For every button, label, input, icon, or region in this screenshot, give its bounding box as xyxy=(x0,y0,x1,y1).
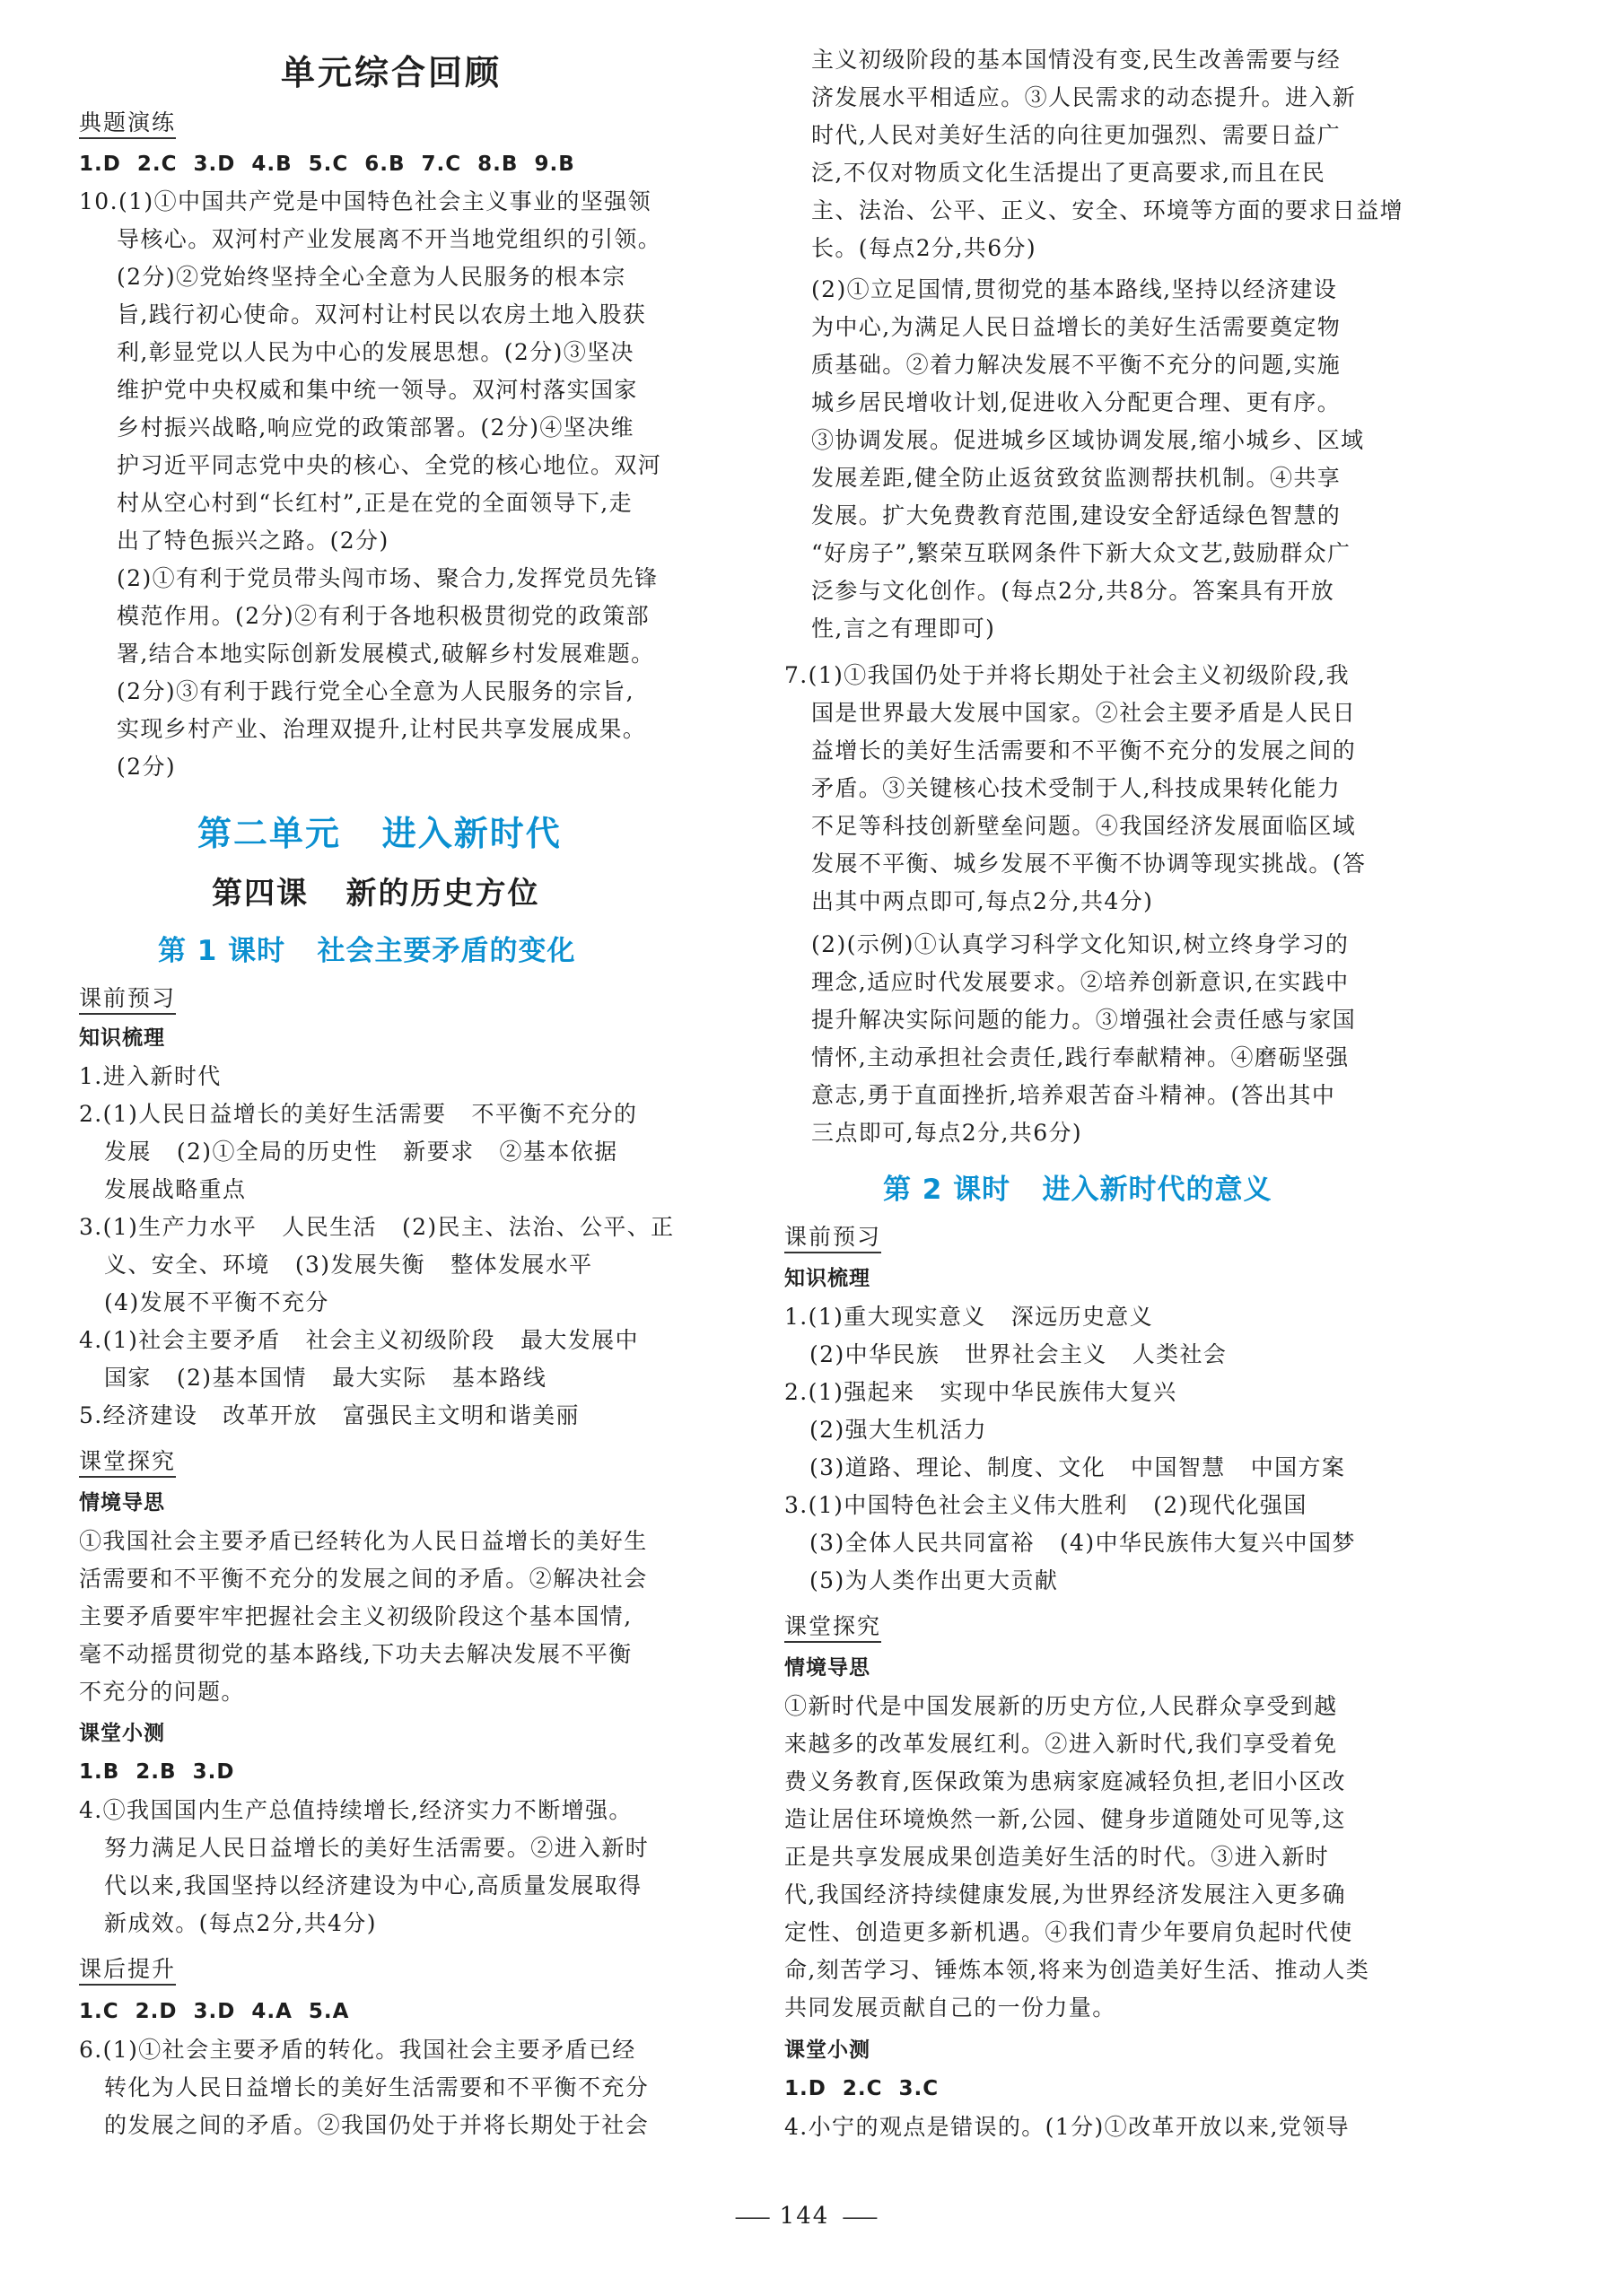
q6-cont-line: 泛,不仅对物质文化生活提出了更高要求,而且在民 xyxy=(811,160,1326,186)
q7-line: 提升解决实际问题的能力。③增强社会责任感与家国 xyxy=(811,1007,1357,1033)
period-2-title: 第 2 课时 进入新时代的意义 xyxy=(883,1174,1272,1206)
q7-line: 7.(1)①我国仍处于并将长期处于社会主义初级阶段,我 xyxy=(784,662,1351,688)
q6-cont-line: “好房子”,繁荣互联网条件下新大众文艺,鼓励群众广 xyxy=(811,540,1351,566)
q10-line: 护习近平同志党中央的核心、全党的核心地位。双河 xyxy=(117,452,662,478)
q6-cont-line: 发展。扩大免费教育范围,建设安全舒适绿色智慧的 xyxy=(811,502,1342,528)
quiz4-line: 努力满足人民日益增长的美好生活需要。②进入新时 xyxy=(104,1835,650,1861)
q7-line: 发展不平衡、城乡发展不平衡不协调等现实挑战。(答 xyxy=(811,851,1367,877)
knowledge-line: 1.(1)重大现实意义 深远历史意义 xyxy=(784,1304,1154,1330)
q6-line: 6.(1)①社会主要矛盾的转化。我国社会主要矛盾已经 xyxy=(79,2037,636,2063)
knowledge-line: 义、安全、环境 (3)发展失衡 整体发展水平 xyxy=(104,1252,593,1278)
q6-cont-line: (2)①立足国情,贯彻党的基本路线,坚持以经济建设 xyxy=(811,276,1338,302)
q6-cont-line: 主、法治、公平、正义、安全、环境等方面的要求日益增 xyxy=(811,197,1404,223)
page-number-text: 144 xyxy=(779,2203,830,2230)
after-class-tag: 课后提升 xyxy=(79,1956,176,1986)
q7-line: 理念,适应时代发展要求。②培养创新意识,在实践中 xyxy=(811,969,1350,995)
unit-title: 第二单元 进入新时代 xyxy=(197,814,562,853)
q10-line: 维护党中央权威和集中统一领导。双河村落实国家 xyxy=(117,377,638,403)
q6-cont-line: 长。(每点2分,共6分) xyxy=(811,235,1037,261)
knowledge-line: 1.进入新时代 xyxy=(79,1063,222,1089)
situation-line: 造让居住环境焕然一新,公园、健身步道随处可见等,这 xyxy=(784,1806,1346,1832)
page-number xyxy=(700,2203,909,2230)
typical-practice-tag: 典题演练 xyxy=(79,109,176,139)
q10-line: (2分)②党始终坚持全心全意为人民服务的根本宗 xyxy=(117,264,626,290)
quiz-answers: 1.D 2.C 3.C xyxy=(784,2077,940,2100)
situation-line: 共同发展贡献自己的一份力量。 xyxy=(784,1995,1116,2021)
lesson-title: 第四课 新的历史方位 xyxy=(212,876,540,912)
q7-line: 不足等科技创新壁垒问题。④我国经济发展面临区域 xyxy=(811,813,1357,839)
q7-line: (2)(示例)①认真学习科学文化知识,树立终身学习的 xyxy=(811,931,1350,957)
situation-line: 活需要和不平衡不充分的发展之间的矛盾。②解决社会 xyxy=(79,1566,648,1592)
q6-cont-line: ③协调发展。促进城乡区域协调发展,缩小城乡、区域 xyxy=(811,427,1365,453)
knowledge-line: (2)强大生机活力 xyxy=(809,1417,988,1443)
knowledge-line: (3)道路、理论、制度、文化 中国智慧 中国方案 xyxy=(809,1454,1346,1480)
review-title: 单元综合回顾 xyxy=(281,52,503,92)
situation-line: 不充分的问题。 xyxy=(79,1679,245,1705)
situation-line: 正是共享发展成果创造美好生活的时代。③进入新时 xyxy=(784,1844,1330,1870)
knowledge-label: 知识梳理 xyxy=(79,1026,165,1050)
q10-line: 出了特色振兴之路。(2分) xyxy=(117,528,389,554)
q7-line: 三点即可,每点2分,共6分) xyxy=(811,1120,1083,1146)
knowledge-label: 知识梳理 xyxy=(784,1267,870,1290)
quiz-label: 课堂小测 xyxy=(79,1722,165,1745)
situation-line: 命,刻苦学习、锤炼本领,将来为创造美好生活、推动人类 xyxy=(784,1957,1370,1983)
q6-line: 转化为人民日益增长的美好生活需要和不平衡不充分 xyxy=(104,2074,650,2100)
knowledge-line: 4.(1)社会主要矛盾 社会主义初级阶段 最大发展中 xyxy=(79,1327,639,1353)
q10-line: 10.(1)①中国共产党是中国特色社会主义事业的坚强领 xyxy=(79,188,651,214)
knowledge-line: (3)全体人民共同富裕 (4)中华民族伟大复兴中国梦 xyxy=(809,1530,1356,1556)
situation-line: 定性、创造更多新机遇。④我们青少年要肩负起时代使 xyxy=(784,1919,1353,1945)
situation-line: 毫不动摇贯彻党的基本路线,下功夫去解决发展不平衡 xyxy=(79,1641,633,1667)
q6-cont-line: 发展差距,健全防止返贫致贫监测帮扶机制。④共享 xyxy=(811,465,1342,491)
q6-cont-line: 济发展水平相适应。③人民需求的动态提升。进入新 xyxy=(811,84,1357,110)
q10-line: (2分)③有利于践行党全心全意为人民服务的宗旨, xyxy=(117,678,634,704)
quiz-label: 课堂小测 xyxy=(784,2038,870,2062)
class-explore-tag: 课堂探究 xyxy=(784,1613,881,1643)
quiz-answers: 1.B 2.B 3.D xyxy=(79,1760,235,1784)
q10-line: 模范作用。(2分)②有利于各地积极贯彻党的政策部 xyxy=(117,603,651,629)
knowledge-line: (4)发展不平衡不充分 xyxy=(104,1289,329,1315)
q7-line: 国是世界最大发展中国家。②社会主要矛盾是人民日 xyxy=(811,700,1357,726)
answers-1-9: 1.D 2.C 3.D 4.B 5.C 6.B 7.C 8.B 9.B xyxy=(79,153,575,176)
knowledge-line: 3.(1)生产力水平 人民生活 (2)民主、法治、公平、正 xyxy=(79,1214,675,1240)
period-1-title: 第 1 课时 社会主要矛盾的变化 xyxy=(158,935,576,967)
situation-label: 情境导思 xyxy=(79,1491,165,1515)
knowledge-line: 2.(1)强起来 实现中华民族伟大复兴 xyxy=(784,1379,1177,1405)
quiz4-line: 4.小宁的观点是错误的。(1分)①改革开放以来,党领导 xyxy=(784,2114,1351,2140)
q6-cont-line: 性,言之有理即可) xyxy=(811,615,996,642)
situation-label: 情境导思 xyxy=(784,1656,870,1680)
q6-cont-line: 质基础。②着力解决发展不平衡不充分的问题,实施 xyxy=(811,352,1342,378)
situation-line: 主要矛盾要牢牢把握社会主义初级阶段这个基本国情, xyxy=(79,1603,633,1629)
q7-line: 出其中两点即可,每点2分,共4分) xyxy=(811,888,1154,914)
q7-line: 意志,勇于直面挫折,培养艰苦奋斗精神。(答出其中 xyxy=(811,1082,1336,1108)
q10-line: 利,彰显党以人民为中心的发展思想。(2分)③坚决 xyxy=(117,339,634,365)
preview-tag: 课前预习 xyxy=(79,985,176,1015)
quiz4-line: 代以来,我国坚持以经济建设为中心,高质量发展取得 xyxy=(104,1873,643,1899)
after-answers: 1.C 2.D 3.D 4.A 5.A xyxy=(79,2000,350,2023)
knowledge-line: 5.经济建设 改革开放 富强民主文明和谐美丽 xyxy=(79,1402,580,1428)
situation-line: 代,我国经济持续健康发展,为世界经济发展注入更多确 xyxy=(784,1881,1346,1908)
q6-cont-line: 为中心,为满足人民日益增长的美好生活需要奠定物 xyxy=(811,314,1342,340)
q6-cont-line: 时代,人民对美好生活的向往更加强烈、需要日益广 xyxy=(811,122,1342,148)
knowledge-line: 发展战略重点 xyxy=(104,1176,247,1202)
situation-line: 来越多的改革发展红利。②进入新时代,我们享受着免 xyxy=(784,1731,1338,1757)
knowledge-line: (2)中华民族 世界社会主义 人类社会 xyxy=(809,1341,1228,1367)
quiz4-line: 新成效。(每点2分,共4分) xyxy=(104,1910,377,1936)
situation-line: ①我国社会主要矛盾已经转化为人民日益增长的美好生 xyxy=(79,1528,648,1554)
knowledge-line: 国家 (2)基本国情 最大实际 基本路线 xyxy=(104,1365,547,1391)
quiz4-line: 4.①我国国内生产总值持续增长,经济实力不断增强。 xyxy=(79,1797,633,1823)
q7-line: 矛盾。③关键核心技术受制于人,科技成果转化能力 xyxy=(811,775,1342,801)
q10-line: (2)①有利于党员带头闯市场、聚合力,发挥党员先锋 xyxy=(117,565,659,591)
knowledge-line: 3.(1)中国特色社会主义伟大胜利 (2)现代化强国 xyxy=(784,1492,1307,1518)
q6-cont-line: 城乡居民增收计划,促进收入分配更合理、更有序。 xyxy=(811,389,1342,415)
knowledge-line: 2.(1)人民日益增长的美好生活需要 不平衡不充分的 xyxy=(79,1101,638,1127)
q10-line: 署,结合本地实际创新发展模式,破解乡村发展难题。 xyxy=(117,641,655,667)
class-explore-tag: 课堂探究 xyxy=(79,1448,176,1478)
q7-line: 情怀,主动承担社会责任,践行奉献精神。④磨砺坚强 xyxy=(811,1044,1350,1070)
q10-line: 旨,践行初心使命。双河村让村民以农房土地入股获 xyxy=(117,301,647,327)
knowledge-line: (5)为人类作出更大贡献 xyxy=(809,1567,1059,1593)
situation-line: ①新时代是中国发展新的历史方位,人民群众享受到越 xyxy=(784,1693,1338,1719)
q7-line: 益增长的美好生活需要和不平衡不充分的发展之间的 xyxy=(811,738,1357,764)
q10-line: 村从空心村到“长红村”,正是在党的全面领导下,走 xyxy=(117,490,634,516)
knowledge-line: 发展 (2)①全局的历史性 新要求 ②基本依据 xyxy=(104,1139,618,1165)
q10-line: 实现乡村产业、治理双提升,让村民共享发展成果。 xyxy=(117,716,647,742)
q6-line: 的发展之间的矛盾。②我国仍处于并将长期处于社会 xyxy=(104,2112,650,2138)
q6-cont-line: 主义初级阶段的基本国情没有变,民生改善需要与经 xyxy=(811,47,1342,73)
q10-line: (2分) xyxy=(117,754,177,780)
q10-line: 导核心。双河村产业发展离不开当地党组织的引领。 xyxy=(117,226,662,252)
q6-cont-line: 泛参与文化创作。(每点2分,共8分。答案具有开放 xyxy=(811,578,1335,604)
situation-line: 费义务教育,医保政策为患病家庭减轻负担,老旧小区改 xyxy=(784,1768,1346,1794)
q10-line: 乡村振兴战略,响应党的政策部署。(2分)④坚决维 xyxy=(117,415,634,441)
preview-tag: 课前预习 xyxy=(784,1224,881,1253)
